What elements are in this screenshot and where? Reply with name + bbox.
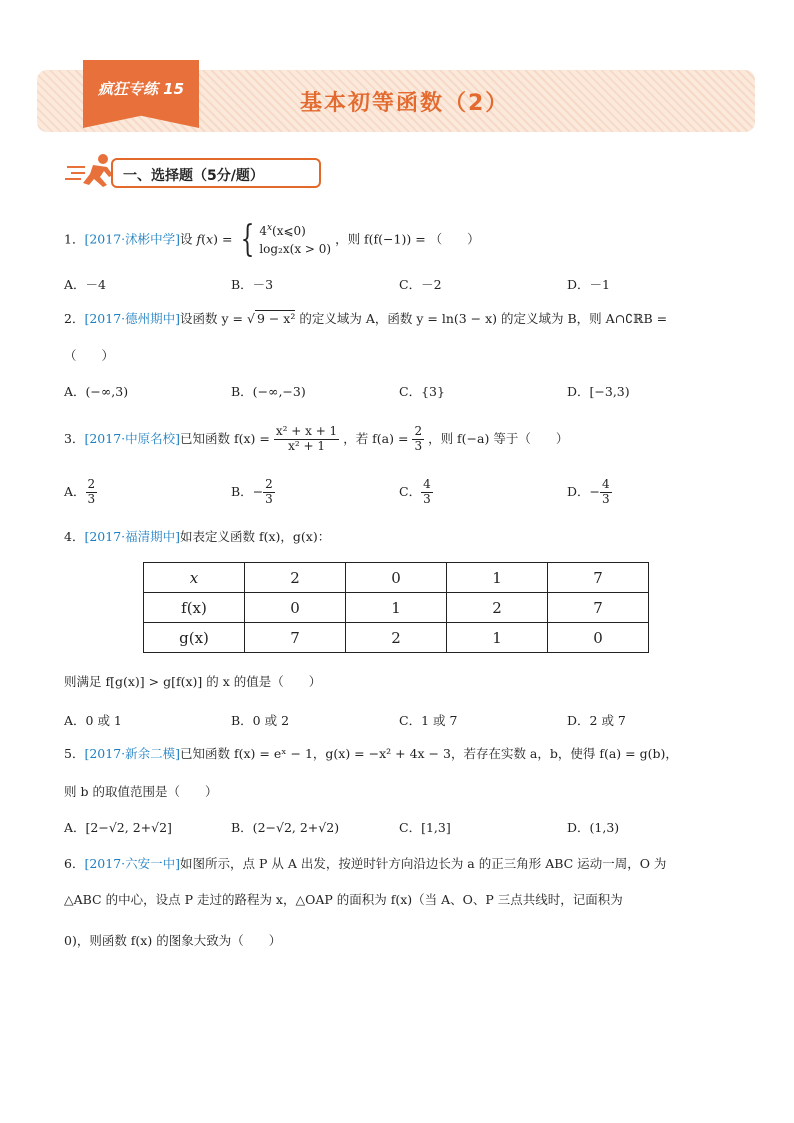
question-4 [64,529,330,544]
page-title: 基本初等函数（2） [300,91,510,116]
q3-a-den: 3 [87,491,96,506]
table-cell: x [144,563,245,593]
table-cell: g(x) [144,623,245,653]
q3-c-num: 4 [423,477,431,491]
question-3 [64,425,568,454]
q2-option-d[interactable]: D．[−3,3) [567,384,630,399]
table-cell: 0 [548,623,649,653]
q4-number: 4． [64,529,85,544]
q2-radicand: 9 − x² [256,311,296,326]
q3-c-den: 3 [423,491,431,506]
q4-source: [2017·福清期中] [84,529,180,544]
q4-option-d[interactable]: D．2 或 7 [567,713,626,728]
q3-fraction [274,425,339,454]
table-cell: f(x) [144,593,245,623]
question-6 [64,856,666,871]
q3-post: ，则 f(−a) 等于（ ） [428,430,569,446]
q2-option-b[interactable]: B．(−∞,−3) [231,384,306,399]
table-cell: 7 [548,563,649,593]
table-row [144,563,649,593]
q4-option-a[interactable]: A．0 或 1 [64,713,122,728]
q4-table [143,562,649,653]
q3-b-den: 3 [265,491,273,506]
q3-source: [2017·中原名校] [84,430,180,446]
q6-line3: 0)，则函数 f(x) 的图象大致为（ ） [64,933,282,948]
q5-text: 已知函数 f(x) = eˣ − 1，g(x) = −x² + 4x − 3，若存在实数 a，b，使得 f(a) = g(b)， [180,746,678,761]
q5-text2: 则 b 的取值范围是（ ） [64,784,218,799]
table-cell: 1 [447,623,548,653]
q4-text: 如表定义函数 f(x)，g(x)： [180,529,331,544]
q1-piece2-cond: (x > 0) [289,242,332,256]
q3-value-den: 3 [414,438,423,453]
section-header [111,158,321,188]
q3-mid: ，若 f(a) = [343,430,409,446]
q2-number: 2． [64,311,85,326]
q3-b-label: B． [231,483,253,499]
table-cell: 7 [548,593,649,623]
question-5 [64,746,678,761]
table-cell: 2 [346,623,447,653]
q1-option-d[interactable]: D．－1 [567,277,610,292]
q2-option-c[interactable]: C．{3} [399,384,445,399]
q3-numerator: x² + x + 1 [275,424,338,438]
q3-option-b[interactable] [231,478,275,507]
q5-option-b[interactable]: B．(2−√2, 2+√2) [231,820,340,835]
q5-option-a[interactable]: A．[2−√2, 2+√2] [64,820,172,835]
q2-source: [2017·德州期中] [84,311,180,326]
q5-option-d[interactable]: D．(1,3) [567,820,620,835]
q1-option-c[interactable]: C．－2 [399,277,442,292]
ribbon-label: 疯狂专练 15 [97,80,185,98]
q2-option-a[interactable]: A．(−∞,3) [64,384,129,399]
q3-c-label: C． [399,483,422,499]
q3-d-num: 4 [602,477,610,491]
q2-paren: （ ） [64,348,115,363]
table-row [144,593,649,623]
q3-b-sign: − [252,483,264,499]
q3-d-sign: − [589,483,601,499]
q3-b-num: 2 [265,477,273,491]
q1-piece1-cond: (x⩽0) [272,224,306,238]
q2-text1: 设函数 y = [180,311,243,326]
q3-option-d[interactable] [567,478,612,507]
q4-option-b[interactable]: B．0 或 2 [231,713,290,728]
q5-number: 5． [64,746,85,761]
q1-piecewise: 4$^x$(x⩽0) log₂x(x > 0) [259,223,332,256]
q5-option-c[interactable]: C．[1,3] [399,820,451,835]
question-2: 2．[2017·德州期中]设函数 y = √ 9 − x² 的定义域为 A，函数 y = ln(3 − x) 的定义域为 B，则 A∩∁ℝB = [64,311,668,326]
q3-denominator: x² + 1 [288,438,325,453]
section-title: 一、选择题（5分/题） [123,168,264,184]
q3-option-a[interactable] [64,478,97,507]
q3-a-num: 2 [87,477,96,491]
q3-d-den: 3 [602,491,610,506]
q3-value-num: 2 [414,424,423,438]
q1-pre: 设 [180,231,193,247]
q1-source: [2017·沭彬中学] [84,231,180,247]
q6-line2: △ABC 的中心，设点 P 走过的路程为 x，△OAP 的面积为 f(x)（当 A、O、P 三点共线时，记面积为 [64,892,623,907]
q3-d-label: D． [567,483,590,499]
q4-option-c[interactable]: C．1 或 7 [399,713,458,728]
table-row [144,623,649,653]
q3-value [412,425,424,454]
q1-piece1: 4 [259,224,267,238]
q4-after: 则满足 f[g(x)] > g[f(x)] 的 x 的值是（ ） [64,674,322,689]
q1-option-a[interactable]: A．－4 [64,277,106,292]
q6-source: [2017·六安一中] [84,856,180,871]
q3-pre: 已知函数 f(x) = [180,430,270,446]
q5-source: [2017·新余二模] [84,746,180,761]
table-cell: 0 [346,563,447,593]
table-cell: 0 [245,593,346,623]
q2-text2: 的定义域为 A，函数 y = ln(3 − x) 的定义域为 B，则 A∩∁ℝB = [299,311,668,326]
table-cell: 1 [346,593,447,623]
table-cell: 1 [447,563,548,593]
table-cell: 2 [447,593,548,623]
q6-line1: 如图所示，点 P 从 A 出发，按逆时针方向沿边长为 a 的正三角形 ABC 运动一周，O 为 [180,856,667,871]
question-1: 1．[2017·沭彬中学]设 f(x) = { 4$^x$(x⩽0) log₂x(x > 0) ，则 f(f(−1)) = （ ） [64,219,480,260]
table-cell: 7 [245,623,346,653]
q1-post: ，则 f(f(−1)) = （ ） [335,231,480,247]
q1-option-b[interactable]: B．－3 [231,277,274,292]
q1-brace: { [240,219,255,260]
q3-option-c[interactable] [399,478,433,507]
q1-number: 1． [64,231,85,247]
table-cell: 2 [245,563,346,593]
q1-piece2: log₂x [259,242,290,256]
q3-a-label: A． [64,483,86,499]
q6-number: 6． [64,856,85,871]
q3-number: 3． [64,430,85,446]
